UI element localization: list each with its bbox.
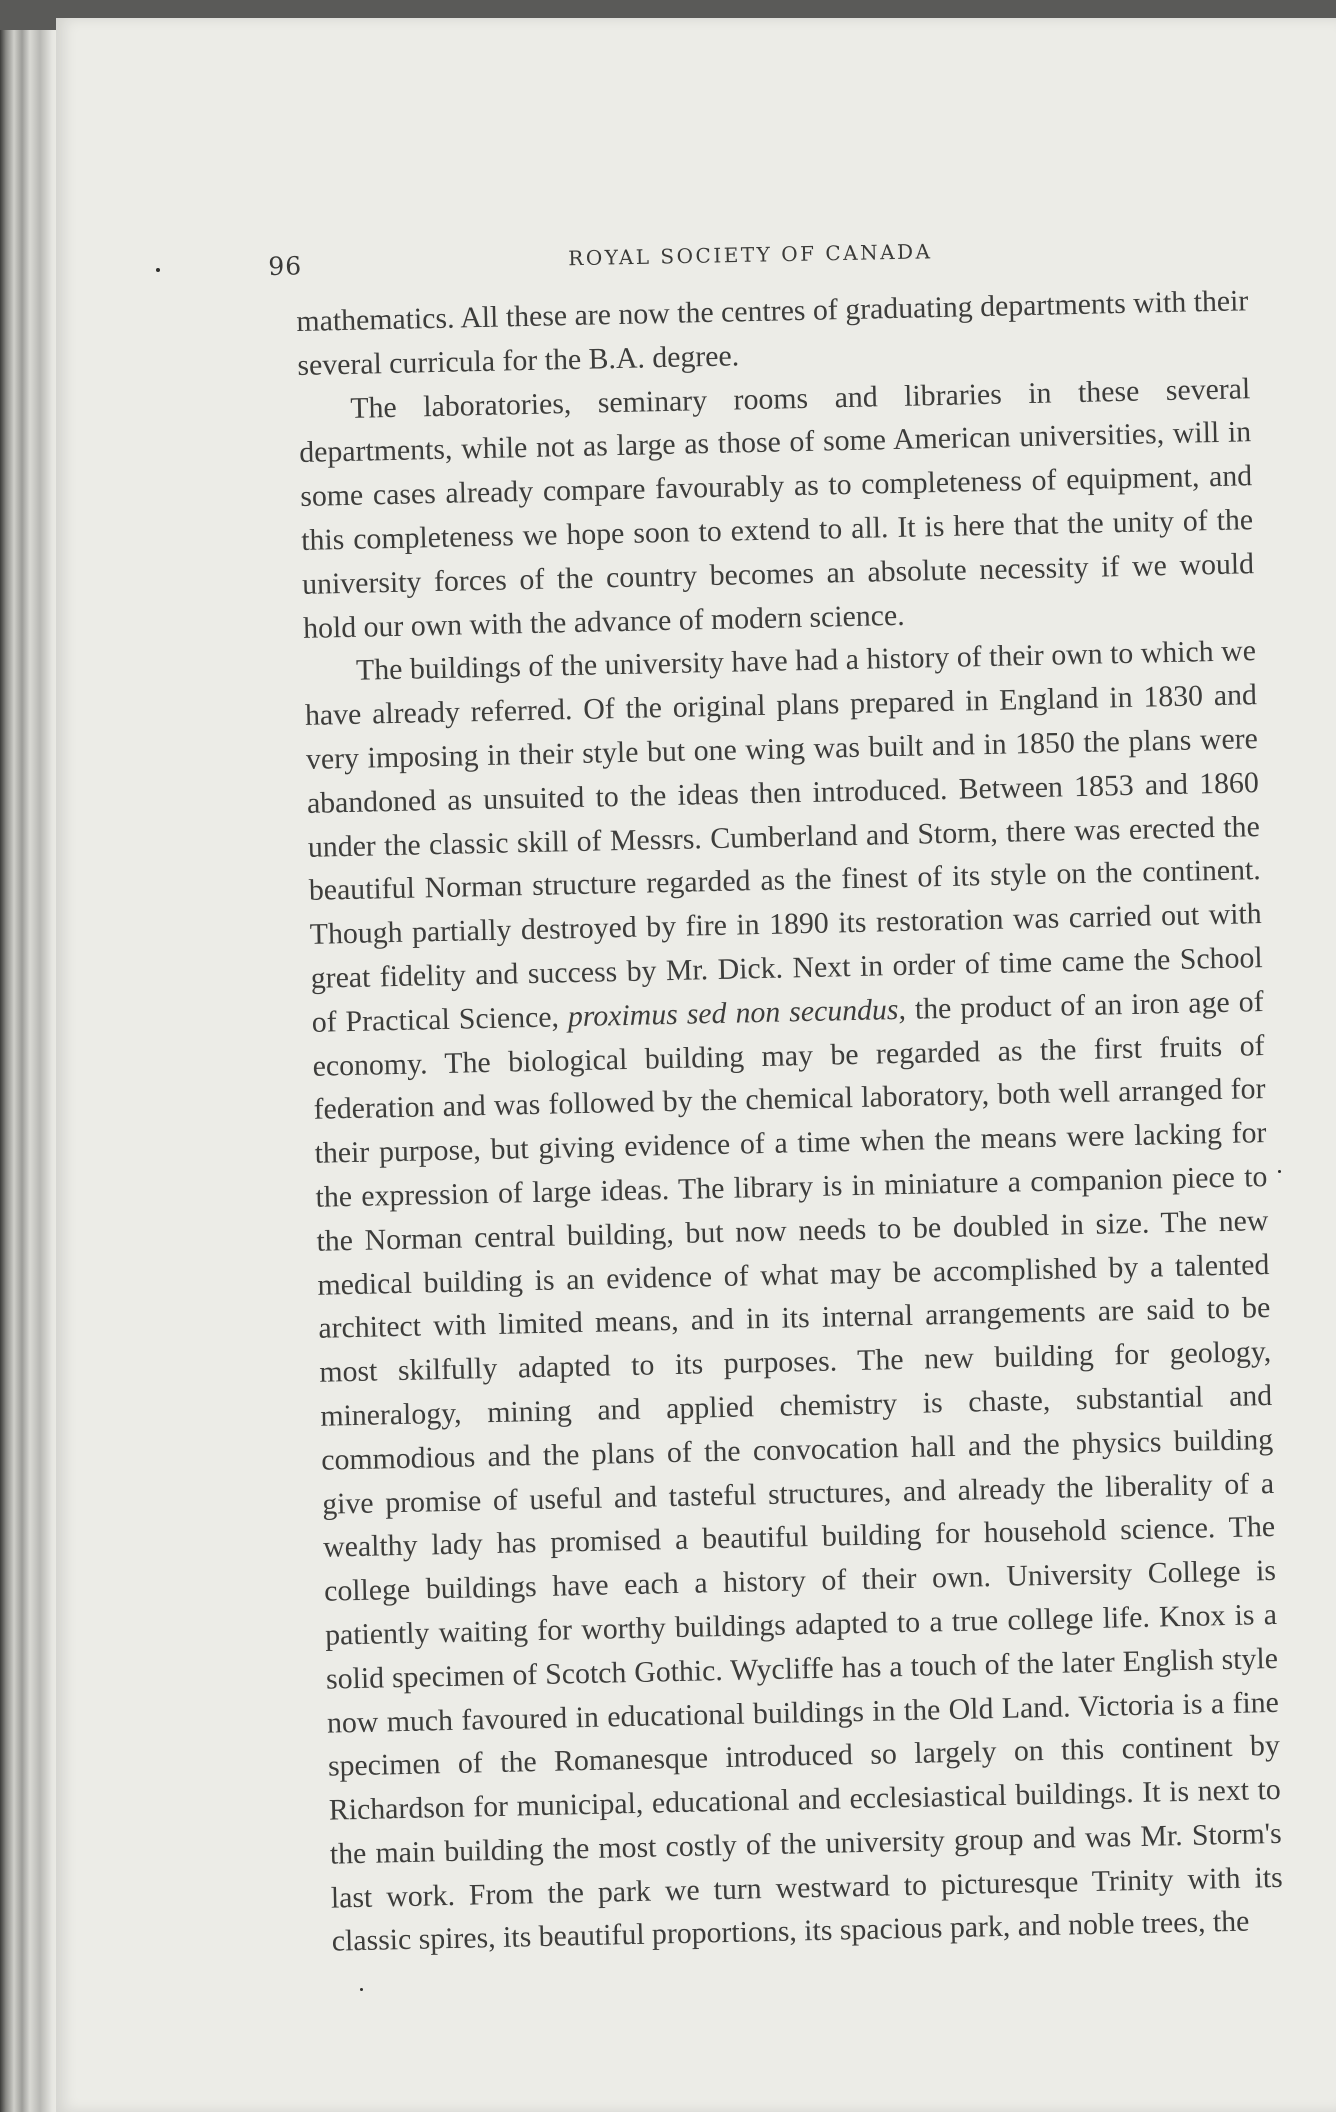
paragraph-2-text: The laboratories, seminary rooms and libraries in these several departments, while not as large as those of some American universities, will in some cases already compare favourably as to completeness of equipment, and this completeness we hope soon to extend to all. It is here that the unity of the university forces of the country becomes an absolute necessity if we would hold our own with the advance of modern science.	[298, 371, 1255, 645]
paragraph-3	[304, 630, 1284, 1964]
paragraph-2	[298, 367, 1256, 650]
ink-speck	[360, 1988, 363, 1991]
latin-phrase: proximus sed non secundus,	[567, 992, 907, 1033]
ink-speck	[1278, 1170, 1281, 1173]
paragraph-1-text: mathematics. All these are now the centres of graduating departments with their several curricula for the B.A. degree.	[296, 284, 1249, 382]
paragraph-3-text-end: the product of an iron age of economy. The biological building may be regarded as the first fruits of federation and was followed by the chemical laboratory, both well arranged for their purpose, but giving evidence of a time when the means were lacking for the expression of large ideas. The library is in miniature a companion piece to the Norman central building, but now needs to be doubled in size. The new medical building is an evidence of what may be accomplished by a talented architect with limited means, and in its internal arrangements are said to be most skilfully adapted to its purposes. The new building for geology, mineralogy, mining and applied chemistry is chaste, substantial and commodious and the plans of the convocation hall and the physics building give promise of useful and tasteful structures, and already the liberality of a wealthy lady has promised a beautiful building for household science. The college buildings have each a history of their own. University College is patiently waiting for worthy buildings adapted to a true college life. Knox is a solid specimen of Scotch Gothic. Wycliffe has a touch of the later English style now much favoured in educational buildings in the Old Land. Victoria is a fine specimen of the Romanesque introduced so largely on this continent by Richardson for municipal, educational and ecclesiastical buildings. It is next to the main building the most costly of the university group and was Mr. Storm's last work. From the park we turn westward to picturesque Trinity with its classic spires, its beautiful proportions, its spacious park, and noble trees, the	[312, 984, 1283, 1959]
page-number: 96	[268, 251, 303, 281]
running-head: ROYAL SOCIETY OF CANADA	[568, 239, 933, 271]
paragraph-3-text-start: The buildings of the university have had a history of their own to which we have already referred. Of the original plans prepared in England in 1830 and very imposing in their style but one wing was built and in 1850 the plans were abandoned as unsuited to the ideas then introduced. Between 1853 and 1860 under the classic skill of Messrs. Cumberland and Storm, there was erected the beautiful Norman structure regarded as the finest of its style on the continent. Though partially destroyed by fire in 1890 its restoration was carried out with great fidelity and success by Mr. Dick. Next in order of time came the School of Practical Science,	[304, 634, 1263, 1039]
ink-speck	[156, 268, 160, 272]
book-page-edges	[0, 30, 60, 2112]
body-text	[296, 279, 1284, 1964]
